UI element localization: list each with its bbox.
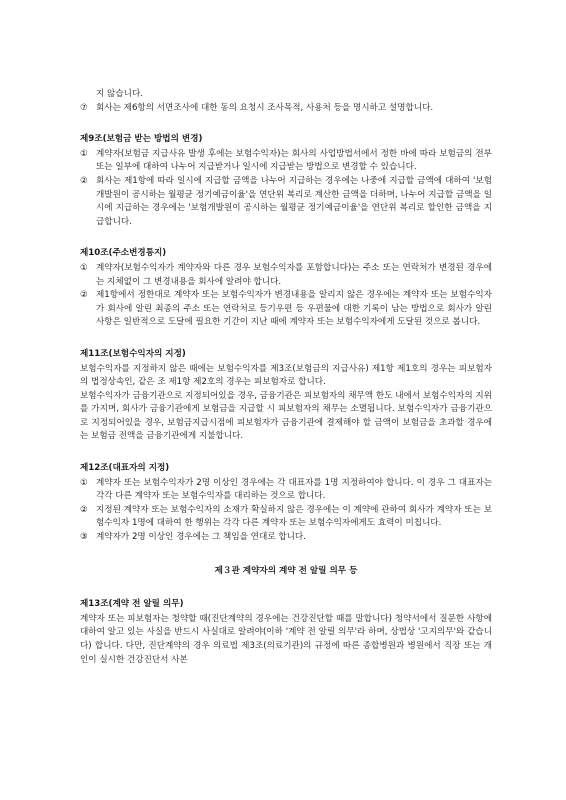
item-number: ① xyxy=(80,148,88,159)
item-text: 계약자(보험금 지급사유 발생 후에는 보험수익자)는 회사의 사업방법서에서 정한 바에 따라 보험금의 전부 또는 일부에 대하여 나누어 지급받거나 일시에 지급받는 방법으로 변경할 수 있습니다. xyxy=(96,148,492,173)
paragraph: 보험수익자를 지정하지 않은 때에는 보험수익자를 제3조(보험금의 지급사유) 제1항 제1호의 경우는 피보험자의 법정상속인, 같은 조 제1항 제2호의 경우는 피보험자로 합니다. xyxy=(80,363,492,388)
item-text: 제1항에서 정한대로 계약자 또는 보험수익자가 변경내용을 알리지 않은 경우에는 계약자 또는 보험수익자가 회사에 알린 최종의 주소 또는 연락처로 등기우편 등 우편물에 대한 기록이 남는 방법으로 회사가 알린 사항은 일반적으로 도달에 필요한 기간이 지난 때에 계약자 또는 보험수익자에게 도달된 것으로 봅니다. xyxy=(96,290,492,328)
list-item xyxy=(80,102,492,116)
article-title: 제9조(보험금 받는 방법의 변경) xyxy=(80,134,203,145)
item-number: ② xyxy=(80,290,88,301)
item-number: ① xyxy=(80,477,88,488)
item-text: 계약자(보험수익자가 계약자와 다른 경우 보험수익자를 포함합니다)는 주소 또는 연락처가 변경된 경우에는 지체없이 그 변경내용을 회사에 알려야 합니다. xyxy=(96,262,492,287)
list-item xyxy=(80,262,492,289)
article-title: 제13조(계약 전 알릴 의무) xyxy=(80,599,184,610)
item-number: ⑦ xyxy=(80,102,88,113)
continuation-text: 지 않습니다. xyxy=(96,89,143,99)
list-item xyxy=(80,477,492,504)
item-number: ② xyxy=(80,504,88,515)
article-title: 제12조(대표자의 지정) xyxy=(80,463,170,474)
list-item xyxy=(80,148,492,175)
item-number: ① xyxy=(80,262,88,273)
item-text: 회사는 제6항의 서면조사에 대한 동의 요청시 조사목적, 사용처 등을 명시하고 설명합니다. xyxy=(96,102,434,113)
item-number: ③ xyxy=(80,532,88,543)
item-text: 계약자 또는 보험수익자가 2명 이상인 경우에는 각 대표자를 1명 지정하여야 합니다. 이 경우 그 대표자는 각각 다른 계약자 또는 보험수익자를 대리하는 것으로 합니다. xyxy=(96,477,492,502)
list-item xyxy=(80,289,492,330)
article-title: 제10조(주소변경통지) xyxy=(80,248,167,259)
item-number: ② xyxy=(80,175,88,186)
item-text: 계약자가 2명 이상인 경우에는 그 책임을 연대로 합니다. xyxy=(96,532,306,543)
article-title: 제11조(보험수익자의 지정) xyxy=(80,348,186,359)
list-item xyxy=(80,531,492,545)
list-item xyxy=(80,504,492,531)
paragraph: 보험수익자가 금융기관으로 지정되어있을 경우, 금융기관은 피보험자의 채무액 한도 내에서 보험수익자의 지위를 가지며, 회사가 금융기관에게 보험금을 지급할 시 피보험자의 채무는 소멸됩니다. 보험수익자가 금융기관으로 지정되어있을 경우, 보험금지급시점에 피보험자가 금융기관에 결제해야 할 금액이 보험금을 초과할 경우에는 보험금 전액을 금융기관에게 지불합니다. xyxy=(80,390,492,442)
list-item xyxy=(80,175,492,229)
item-text: 회사는 제1항에 따라 일시에 지급할 금액을 나누어 지급하는 경우에는 나중에 지급할 금액에 대하여 '보험개발원이 공시하는 월평균 정기예금이율'을 연단위 복리로 계산한 금액을 더하며, 나누어 지급할 금액을 일시에 지급하는 경우에는 '보험개발원이 공시하는 월평균 정기예금이율'을 연단위 복리로 할인한 금액을 지급합니다. xyxy=(96,175,492,227)
chapter-title: 제３관 계약자의 계약 전 알릴 의무 등 xyxy=(214,565,358,576)
item-text: 지정된 계약자 또는 보험수익자의 소재가 확실하지 않은 경우에는 이 계약에 관하여 회사가 계약자 또는 보험수익자 1명에 대하여 한 행위는 각각 다른 계약자 또는 보험수익자에게도 효력이 미칩니다. xyxy=(96,504,492,529)
paragraph: 계약자 또는 피보험자는 청약할 때(진단계약의 경우에는 건강진단할 때를 말합니다) 청약서에서 질문한 사항에 대하여 알고 있는 사실을 반드시 사실대로 알려야(이하 '계약 전 알릴 의무'라 하며, 상법상 '고지의무'와 같습니다) 합니다. 다만, 진단계약의 경우 의료법 제3조(의료기관)의 규정에 따른 종합병원과 병원에서 직장 또는 개인이 실시한 건강진단서 사본 xyxy=(80,613,492,665)
